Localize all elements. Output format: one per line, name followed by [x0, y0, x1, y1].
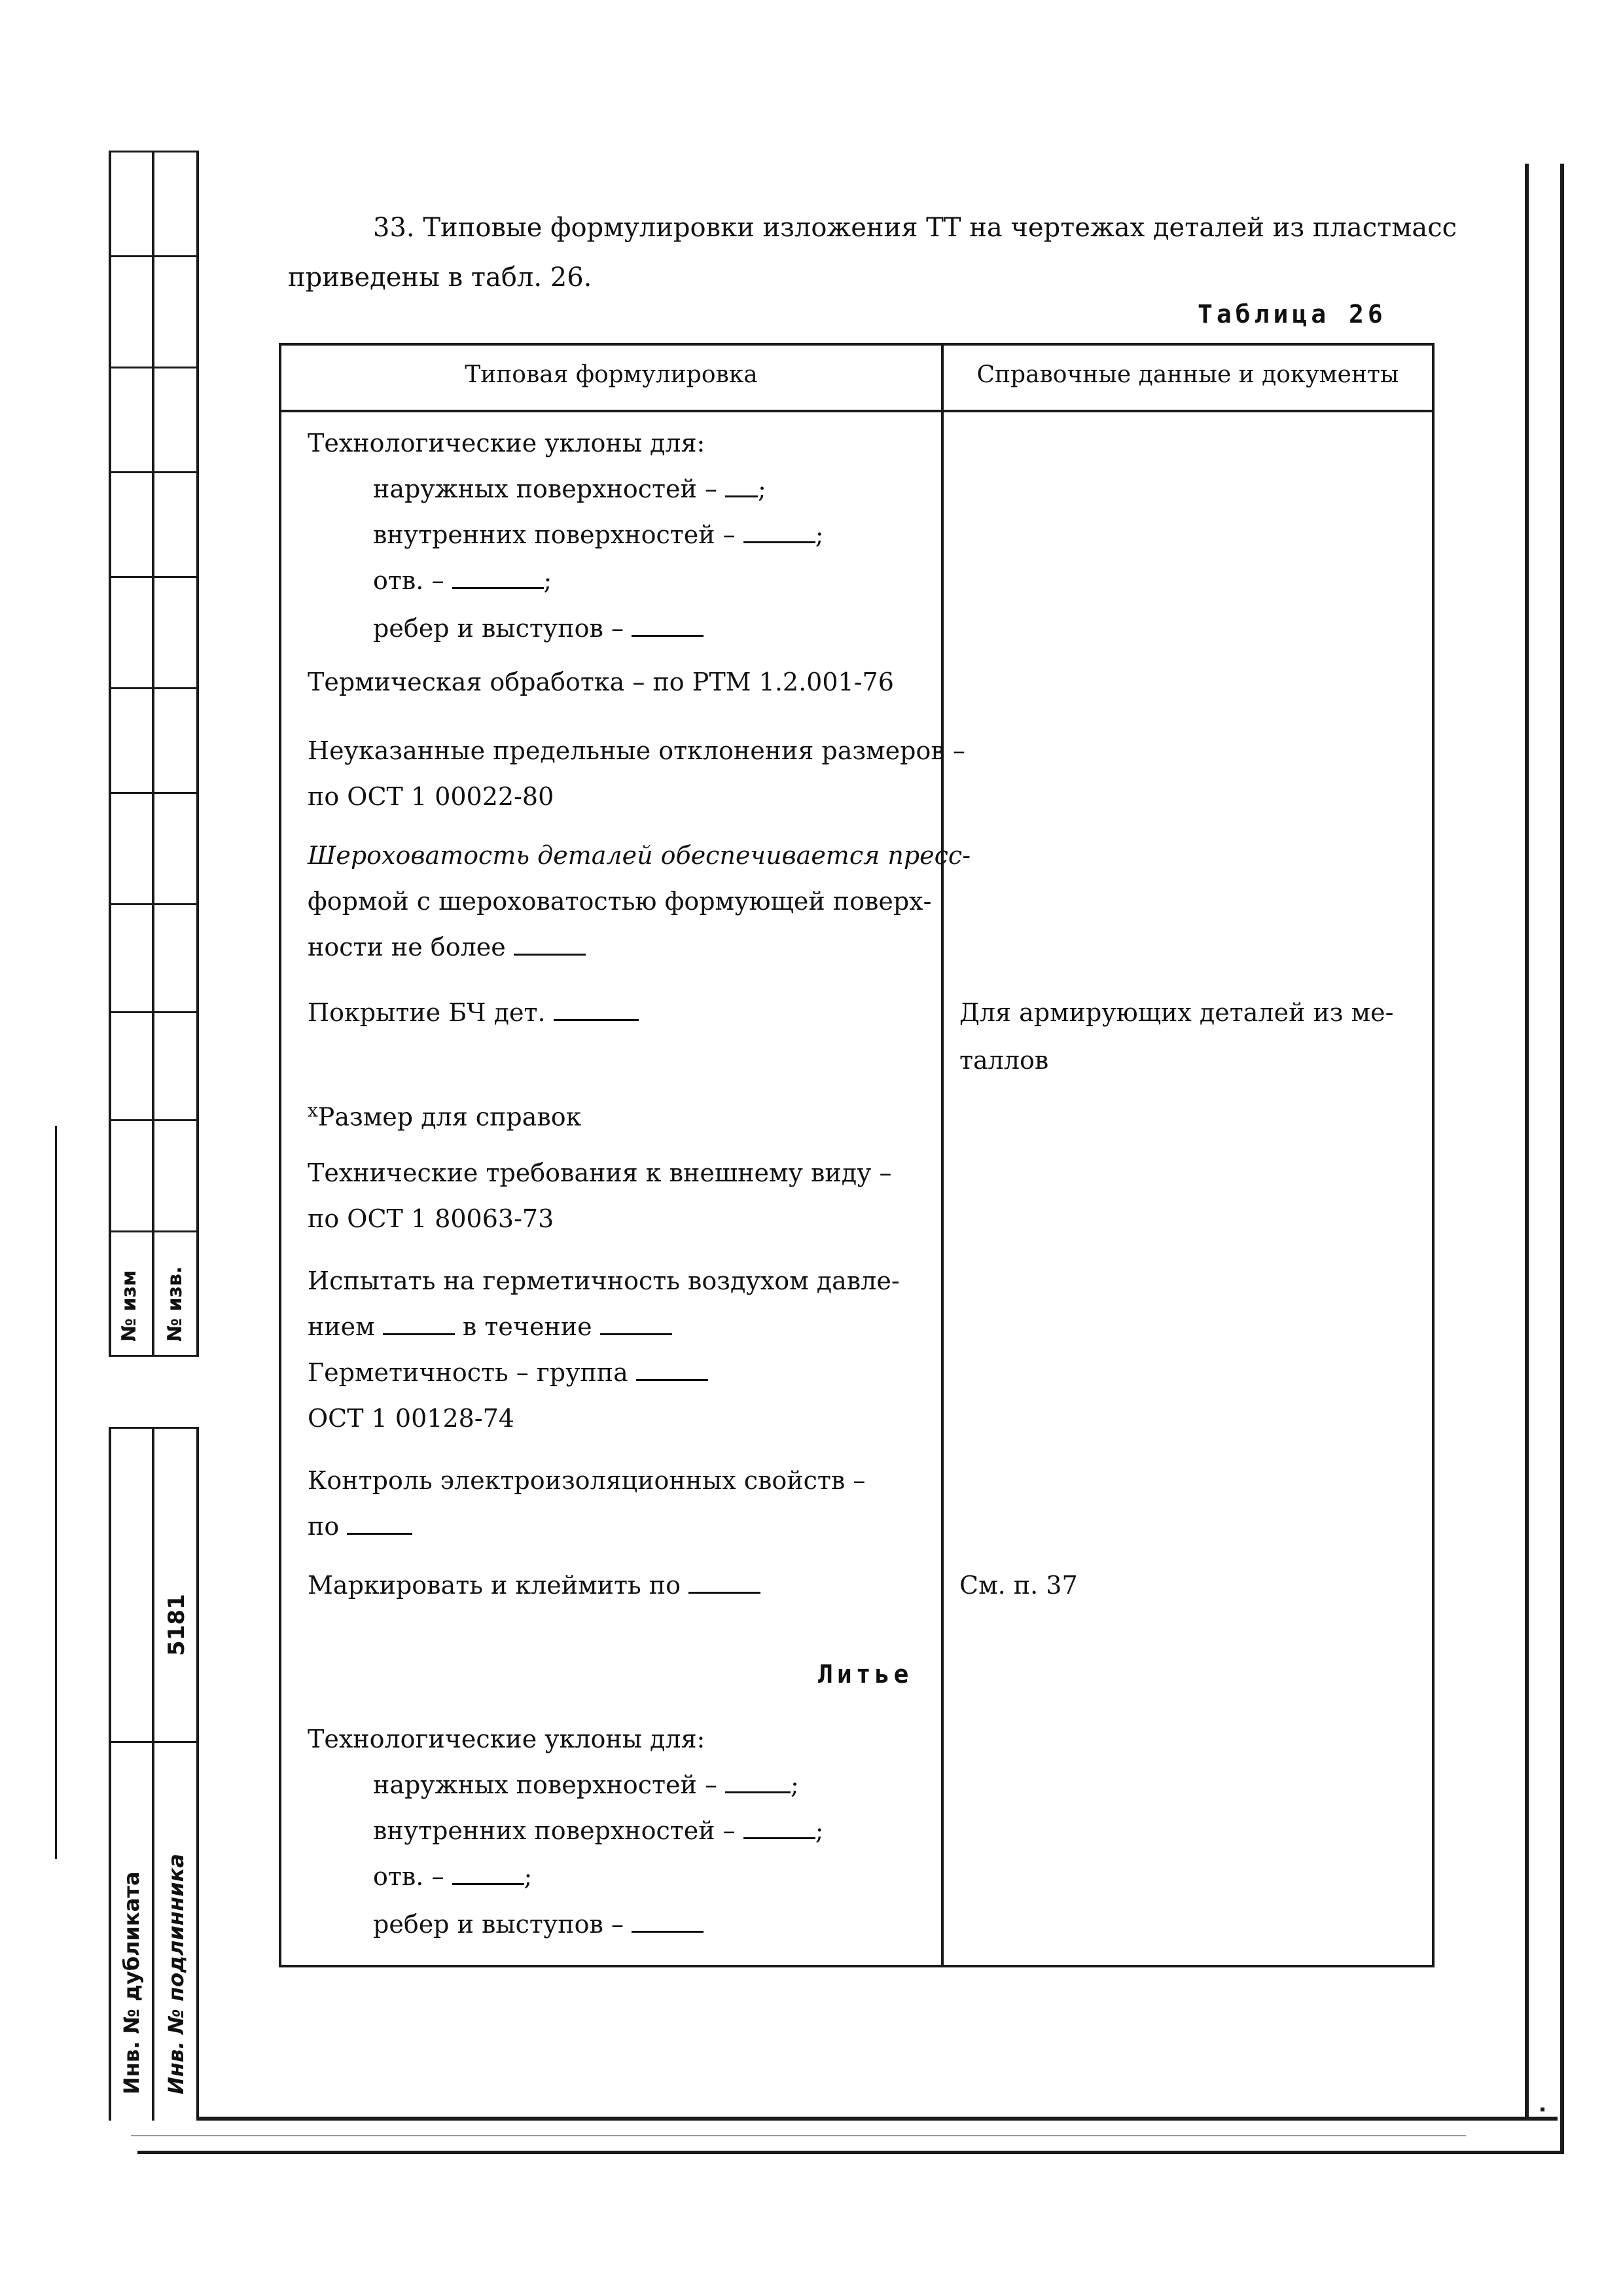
header-references: Справочные данные и документы: [976, 361, 1399, 388]
row-marking: Маркировать и клеймить по: [308, 1571, 760, 1600]
number-label: 5181: [164, 1594, 190, 1656]
row-heat-treatment: Термическая обработка – по РТМ 1.2.001-76: [308, 668, 894, 696]
row-tolerances-2: по ОСТ 1 00022-80: [308, 782, 554, 811]
row-inner-surfaces: внутренних поверхностей – ;: [373, 520, 824, 549]
row-holes: отв. – ;: [373, 566, 552, 595]
row-tightness-group: Герметичность – группа: [308, 1358, 708, 1387]
row-tightness-test-1: Испытать на герметичность воздухом давле-: [308, 1266, 900, 1295]
row-appearance-1: Технические требования к внешнему виду –: [308, 1158, 892, 1187]
row-roughness-1: Шероховатость деталей обеспечивается пресс-: [308, 841, 971, 870]
row-insulation-1: Контроль электроизоляционных свойств –: [308, 1466, 866, 1495]
bottom-stray-line: [131, 2135, 1466, 2136]
section-casting: Литье: [818, 1660, 913, 1689]
row-appearance-2: по ОСТ 1 80063-73: [308, 1204, 554, 1233]
row-ribs: ребер и выступов –: [373, 614, 704, 643]
row-casting-inner: внутренних поверхностей – ;: [373, 1816, 824, 1845]
row-casting-outer: наружных поверхностей – ;: [373, 1770, 799, 1799]
row-reference-size: $^x$Размер для справок: [308, 1100, 582, 1132]
header-formulation: Типовая формулировка: [465, 361, 758, 388]
intro-paragraph: [288, 203, 1466, 302]
row-tolerances-1: Неуказанные предельные отклонения размеров –: [308, 736, 965, 765]
intro-line-2: приведены в табл. 26.: [288, 262, 592, 293]
izm-label: № изм: [118, 1270, 141, 1342]
row-casting-slopes: Технологические уклоны для:: [308, 1725, 705, 1753]
ref-coating-1: Для армирующих деталей из ме-: [959, 998, 1394, 1027]
ref-marking: См. п. 37: [959, 1571, 1078, 1600]
dublikat-label: Инв. № дубликата: [119, 1871, 144, 2094]
izv-label: № изв.: [164, 1266, 187, 1342]
row-insulation-2: по: [308, 1512, 412, 1541]
row-tightness-ost: ОСТ 1 00128-74: [308, 1404, 514, 1433]
row-outer-surfaces: наружных поверхностей – ;: [373, 475, 766, 503]
row-casting-holes: отв. – ;: [373, 1862, 533, 1891]
row-roughness-3: ности не более: [308, 933, 586, 961]
ref-coating-2: таллов: [959, 1046, 1049, 1075]
row-tightness-test-2: нием в течение: [308, 1312, 672, 1341]
row-casting-ribs: ребер и выступов –: [373, 1910, 704, 1939]
intro-line-1: 33. Типовые формулировки изложения ТТ на чертежах деталей из пластмасс: [373, 213, 1457, 243]
table-caption: Таблица 26: [1198, 300, 1387, 329]
row-tech-slopes: Технологические уклоны для:: [308, 429, 705, 457]
row-roughness-2: формой с шероховатостью формующей поверх-: [308, 887, 932, 916]
podlinnik-label: Инв. № подлинника: [164, 1854, 188, 2094]
row-coating: Покрытие БЧ дет.: [308, 998, 639, 1027]
